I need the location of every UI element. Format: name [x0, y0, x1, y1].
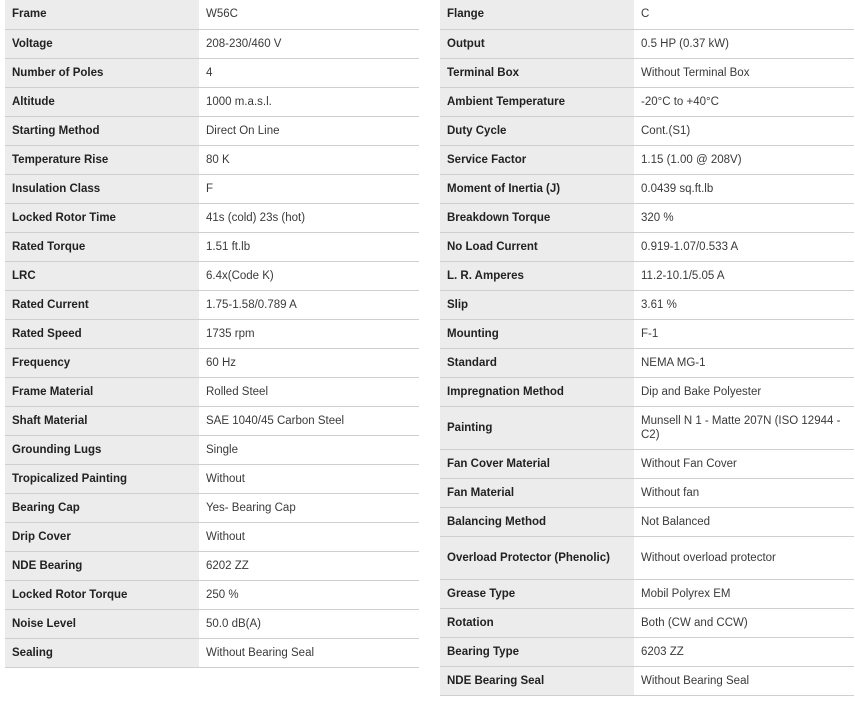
spec-value: 1.15 (1.00 @ 208V) — [634, 145, 854, 174]
table-row — [440, 478, 854, 507]
spec-value: Rolled Steel — [199, 377, 419, 406]
spec-value: 3.61 % — [634, 290, 854, 319]
spec-label: Frame — [5, 0, 199, 29]
spec-label: Fan Cover Material — [440, 449, 634, 478]
table-row — [5, 522, 419, 551]
table-row — [440, 145, 854, 174]
spec-value: 320 % — [634, 203, 854, 232]
table-row — [5, 580, 419, 609]
spec-label: Starting Method — [5, 116, 199, 145]
table-row — [5, 551, 419, 580]
spec-value: 0.919-1.07/0.533 A — [634, 232, 854, 261]
table-row — [5, 348, 419, 377]
table-row — [440, 608, 854, 637]
spec-label: LRC — [5, 261, 199, 290]
spec-value: NEMA MG-1 — [634, 348, 854, 377]
spec-label: Shaft Material — [5, 406, 199, 435]
spec-value: Yes- Bearing Cap — [199, 493, 419, 522]
spec-value: Without fan — [634, 478, 854, 507]
spec-value: Without — [199, 522, 419, 551]
table-row — [440, 232, 854, 261]
spec-label: Noise Level — [5, 609, 199, 638]
spec-value: 50.0 dB(A) — [199, 609, 419, 638]
spec-label: Altitude — [5, 87, 199, 116]
spec-label: Fan Material — [440, 478, 634, 507]
spec-value: 11.2-10.1/5.05 A — [634, 261, 854, 290]
spec-label: Tropicalized Painting — [5, 464, 199, 493]
table-row — [440, 637, 854, 666]
table-row — [5, 406, 419, 435]
spec-table-right — [440, 0, 854, 696]
table-row — [5, 609, 419, 638]
spec-label: Balancing Method — [440, 507, 634, 536]
spec-label: Output — [440, 29, 634, 58]
spec-value: 4 — [199, 58, 419, 87]
spec-label: L. R. Amperes — [440, 261, 634, 290]
spec-label: Service Factor — [440, 145, 634, 174]
spec-label: Drip Cover — [5, 522, 199, 551]
table-row — [440, 261, 854, 290]
spec-table-left — [5, 0, 419, 668]
table-row — [440, 507, 854, 536]
spec-value: 6202 ZZ — [199, 551, 419, 580]
spec-label: Temperature Rise — [5, 145, 199, 174]
spec-value: Both (CW and CCW) — [634, 608, 854, 637]
spec-value: 1.75-1.58/0.789 A — [199, 290, 419, 319]
spec-value: Without Fan Cover — [634, 449, 854, 478]
spec-value: 1.51 ft.lb — [199, 232, 419, 261]
spec-value: Without Bearing Seal — [199, 638, 419, 667]
table-row — [5, 174, 419, 203]
spec-value: 60 Hz — [199, 348, 419, 377]
table-row — [440, 116, 854, 145]
spec-label: Grease Type — [440, 579, 634, 608]
spec-value: SAE 1040/45 Carbon Steel — [199, 406, 419, 435]
spec-label: Impregnation Method — [440, 377, 634, 406]
spec-value: Cont.(S1) — [634, 116, 854, 145]
table-row — [5, 464, 419, 493]
table-row — [5, 290, 419, 319]
spec-label: Flange — [440, 0, 634, 29]
spec-label: Insulation Class — [5, 174, 199, 203]
spec-label: Moment of Inertia (J) — [440, 174, 634, 203]
spec-value: Munsell N 1 - Matte 207N (ISO 12944 - C2) — [634, 406, 854, 449]
spec-label: Frame Material — [5, 377, 199, 406]
table-row — [5, 261, 419, 290]
spec-value: Without overload protector — [634, 536, 854, 579]
spec-label: NDE Bearing Seal — [440, 666, 634, 695]
table-row — [440, 579, 854, 608]
table-row — [440, 29, 854, 58]
table-row — [5, 377, 419, 406]
table-row — [440, 449, 854, 478]
spec-value: 1735 rpm — [199, 319, 419, 348]
spec-label: Slip — [440, 290, 634, 319]
spec-label: Bearing Cap — [5, 493, 199, 522]
spec-label: Terminal Box — [440, 58, 634, 87]
table-row — [5, 29, 419, 58]
spec-label: Voltage — [5, 29, 199, 58]
table-row — [440, 536, 854, 579]
spec-value: 0.0439 sq.ft.lb — [634, 174, 854, 203]
spec-value: W56C — [199, 0, 419, 29]
table-row — [440, 348, 854, 377]
spec-value: Direct On Line — [199, 116, 419, 145]
spec-label: Locked Rotor Time — [5, 203, 199, 232]
spec-label: NDE Bearing — [5, 551, 199, 580]
table-row — [5, 116, 419, 145]
spec-label: No Load Current — [440, 232, 634, 261]
table-row — [5, 203, 419, 232]
table-row — [440, 319, 854, 348]
table-row — [5, 493, 419, 522]
spec-value: Without Bearing Seal — [634, 666, 854, 695]
spec-value: F — [199, 174, 419, 203]
table-row — [440, 377, 854, 406]
table-row — [440, 0, 854, 29]
table-row — [440, 406, 854, 449]
table-row — [5, 232, 419, 261]
spec-label: Breakdown Torque — [440, 203, 634, 232]
table-row — [440, 666, 854, 695]
spec-label: Frequency — [5, 348, 199, 377]
spec-value: Mobil Polyrex EM — [634, 579, 854, 608]
spec-value: 1000 m.a.s.l. — [199, 87, 419, 116]
spec-value: 208-230/460 V — [199, 29, 419, 58]
spec-label: Painting — [440, 406, 634, 449]
spec-label: Number of Poles — [5, 58, 199, 87]
spec-value: Not Balanced — [634, 507, 854, 536]
table-row — [440, 203, 854, 232]
spec-label: Rated Speed — [5, 319, 199, 348]
spec-value: 250 % — [199, 580, 419, 609]
spec-label: Grounding Lugs — [5, 435, 199, 464]
table-row — [5, 58, 419, 87]
spec-label: Duty Cycle — [440, 116, 634, 145]
spec-value: 6.4x(Code K) — [199, 261, 419, 290]
spec-value: F-1 — [634, 319, 854, 348]
table-row — [440, 174, 854, 203]
spec-value: Without Terminal Box — [634, 58, 854, 87]
spec-label: Locked Rotor Torque — [5, 580, 199, 609]
spec-value: Single — [199, 435, 419, 464]
spec-label: Mounting — [440, 319, 634, 348]
table-row — [440, 290, 854, 319]
table-row — [440, 87, 854, 116]
spec-value: 41s (cold) 23s (hot) — [199, 203, 419, 232]
spec-label: Bearing Type — [440, 637, 634, 666]
table-row — [5, 638, 419, 667]
spec-value: 80 K — [199, 145, 419, 174]
spec-label: Standard — [440, 348, 634, 377]
spec-label: Ambient Temperature — [440, 87, 634, 116]
spec-label: Rotation — [440, 608, 634, 637]
table-row — [5, 145, 419, 174]
table-row — [5, 0, 419, 29]
spec-value: Dip and Bake Polyester — [634, 377, 854, 406]
table-row — [440, 58, 854, 87]
spec-label: Rated Current — [5, 290, 199, 319]
spec-value: -20°C to +40°C — [634, 87, 854, 116]
spec-label: Overload Protector (Phenolic) — [440, 536, 634, 579]
table-row — [5, 87, 419, 116]
spec-value: C — [634, 0, 854, 29]
spec-label: Sealing — [5, 638, 199, 667]
spec-value: 6203 ZZ — [634, 637, 854, 666]
table-row — [5, 435, 419, 464]
spec-value: Without — [199, 464, 419, 493]
spec-label: Rated Torque — [5, 232, 199, 261]
table-row — [5, 319, 419, 348]
spec-value: 0.5 HP (0.37 kW) — [634, 29, 854, 58]
